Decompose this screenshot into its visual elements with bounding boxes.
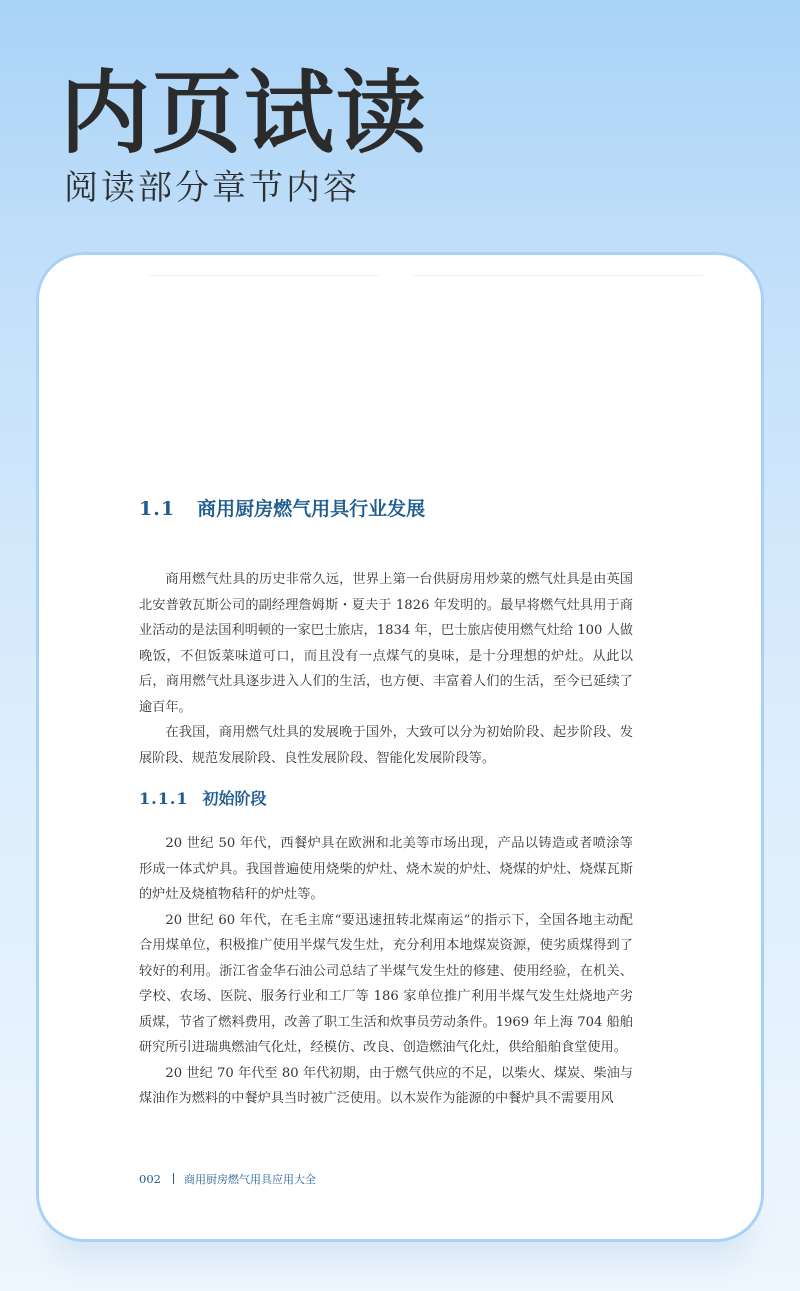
paragraph: 在我国，商用燃气灶具的发展晚于国外，大致可以分为初始阶段、起步阶段、发展阶段、规范发展阶段、良性发展阶段、智能化发展阶段等。 xyxy=(139,725,633,766)
book-title: 商用厨房燃气用具应用大全 xyxy=(183,1173,316,1186)
subsection-number: 1.1.1 xyxy=(139,789,189,808)
subsection-body xyxy=(139,831,633,1112)
section-heading xyxy=(139,495,425,523)
section-title: 商用厨房燃气用具行业发展 xyxy=(197,498,426,520)
hero-title: 内页试读 xyxy=(60,61,428,166)
paragraph: 商用燃气灶具的历史非常久远，世界上第一台供厨房用炒菜的燃气灶具是由英国北安普敦瓦斯公司的副经理詹姆斯・夏夫于 1826 年发明的。最早将燃气灶具用于商业活动的是法国利明顿的一家巴士旅店，1834 年，巴士旅店使用燃气灶给 100 人做晚饭，不但饭菜味道可口，而且没有一点煤气的臭味，是十分理想的炉灶。从此以后，商用燃气灶具逐步进入人们的生活，也方便、丰富着人们的生活，至今已延续了逾百年。 xyxy=(139,572,633,715)
book-page-card xyxy=(36,252,764,1242)
page-top-rule-right xyxy=(413,275,703,276)
paragraph: 20 世纪 70 年代至 80 年代初期，由于燃气供应的不足，以柴火、煤炭、柴油与煤油作为燃料的中餐炉具当时被广泛使用。以木炭作为能源的中餐炉具不需要用风 xyxy=(139,1065,633,1106)
page-number: 002 xyxy=(139,1172,161,1186)
section-body xyxy=(139,567,633,771)
page-top-rule-left xyxy=(149,275,379,276)
paragraph: 20 世纪 60 年代，在毛主席“要迅速扭转北煤南运”的指示下，全国各地主动配合用煤单位，积极推广使用半煤气发生灶，充分利用本地煤炭资源，使劣质煤得到了较好的利用。浙江省金华石油公司总结了半煤气发生灶的修建、使用经验，在机关、学校、农场、医院、服务行业和工厂等 186 家单位推广利用半煤气发生灶烧地产劣质煤，节省了燃料费用，改善了职工生活和炊事员劳动条件。1969 年上海 704 船舶研究所引进瑞典燃油气化灶，经模仿、改良、创造燃油气化灶，供给船舶食堂使用。 xyxy=(139,912,633,1055)
subsection-title: 初始阶段 xyxy=(202,789,267,808)
subsection-heading xyxy=(139,787,267,811)
paragraph: 20 世纪 50 年代，西餐炉具在欧洲和北美等市场出现，产品以铸造或者喷涂等形成一体式炉具。我国普遍使用烧柴的炉灶、烧木炭的炉灶、烧煤的炉灶、烧煤瓦斯的炉灶及烧植物秸秆的炉灶等。 xyxy=(139,836,633,902)
section-number: 1.1 xyxy=(139,498,176,520)
hero-subtitle: 阅读部分章节内容 xyxy=(64,168,360,208)
page-footer xyxy=(139,1170,316,1189)
footer-divider xyxy=(173,1173,174,1184)
